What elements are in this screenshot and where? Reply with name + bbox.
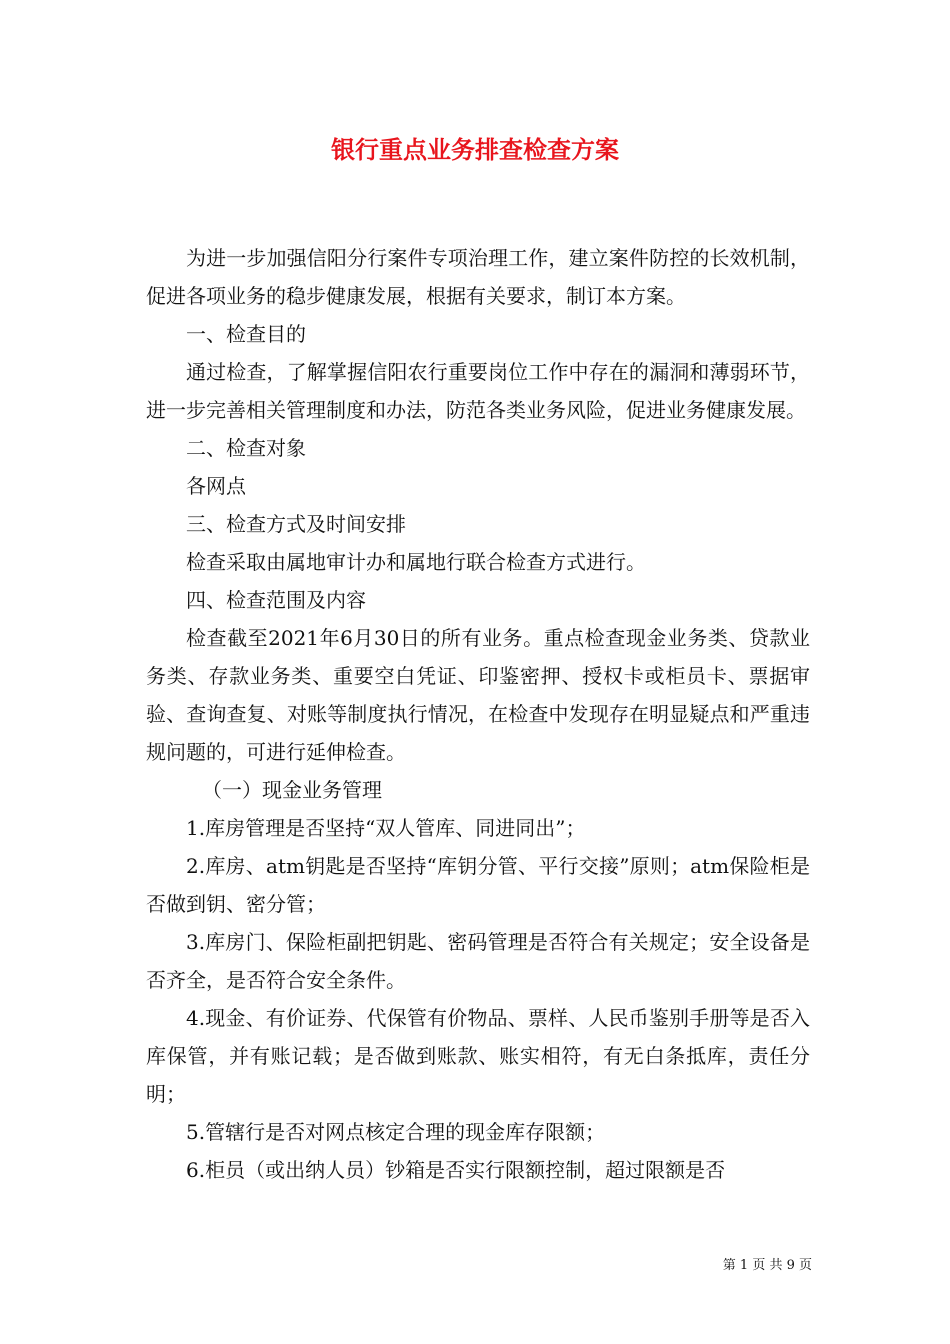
scope-paragraph: 检查截至2021年6月30日的所有业务。重点检查现金业务类、贷款业务类、存款业务类、重要空白凭证、印鉴密押、授权卡或柜员卡、票据审验、查询查复、对账等制度执行情况，在检查中发现存在明显疑点和严重违规问题的，可进行延伸检查。: [146, 626, 810, 764]
intro-paragraph: 为进一步加强信阳分行案件专项治理工作，建立案件防控的长效机制，促进各项业务的稳步健康发展，根据有关要求，制订本方案。: [146, 246, 810, 308]
section-heading-scope: 四、检查范围及内容: [186, 588, 366, 612]
section-heading-target: 二、检查对象: [186, 436, 306, 460]
purpose-paragraph: 通过检查，了解掌握信阳农行重要岗位工作中存在的漏洞和薄弱环节，进一步完善相关管理制度和办法，防范各类业务风险，促进业务健康发展。: [146, 360, 810, 422]
target-paragraph: 各网点: [186, 474, 246, 498]
page-number-footer: 第 1 页 共 9 页: [722, 1258, 812, 1273]
subsection-heading-cash: （一）现金业务管理: [202, 778, 382, 802]
list-item-6: 6.柜员（或出纳人员）钞箱是否实行限额控制，超过限额是否: [186, 1158, 726, 1182]
list-item-5: 5.管辖行是否对网点核定合理的现金库存限额；: [186, 1120, 606, 1144]
document-title: 银行重点业务排查检查方案: [331, 135, 619, 164]
list-item-1: 1.库房管理是否坚持“双人管库、同进同出”；: [186, 816, 586, 840]
list-item-3: 3.库房门、保险柜副把钥匙、密码管理是否符合有关规定；安全设备是否齐全，是否符合安全条件。: [146, 930, 810, 992]
method-paragraph: 检查采取由属地审计办和属地行联合检查方式进行。: [186, 550, 646, 574]
document-body: [146, 239, 810, 1189]
list-item-2: 2.库房、atm钥匙是否坚持“库钥分管、平行交接”原则；atm保险柜是否做到钥、密分管；: [146, 854, 810, 916]
list-item-4: 4.现金、有价证券、代保管有价物品、票样、人民币鉴别手册等是否入库保管，并有账记载；是否做到账款、账实相符，有无白条抵库，责任分明；: [146, 1006, 810, 1106]
section-heading-method: 三、检查方式及时间安排: [186, 512, 406, 536]
section-heading-purpose: 一、检查目的: [186, 322, 306, 346]
